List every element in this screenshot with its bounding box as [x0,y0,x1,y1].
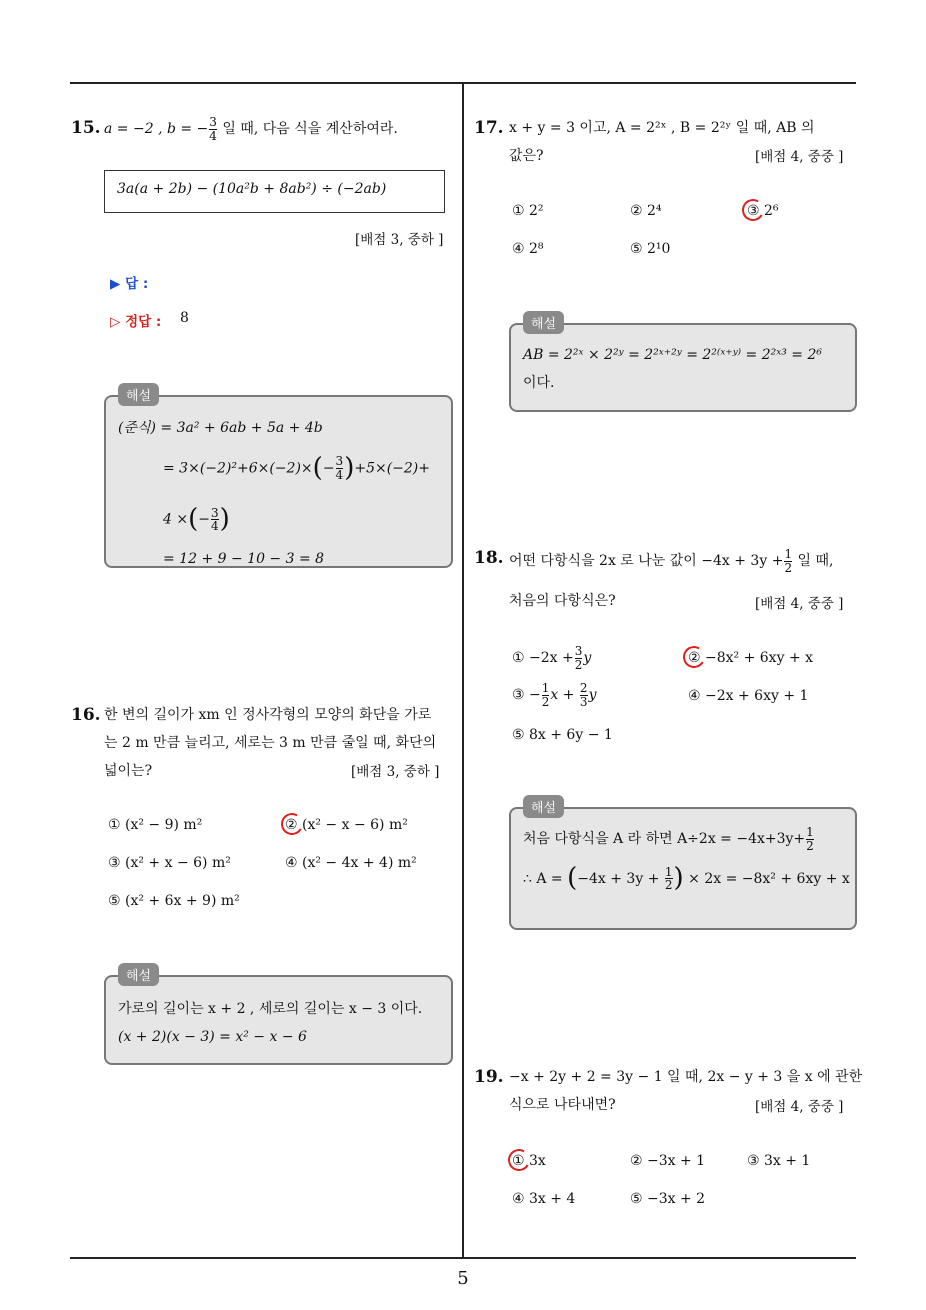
q18-option-1[interactable]: ① −2x + $\frac{3}{2}$ y [512,644,592,672]
q15-answer-label: ▶ 답 : [110,276,149,292]
q16-option-5[interactable]: ⑤ (x² + 6x + 9) m² [108,893,240,909]
q18-solution: 처음 다항식을 A 라 하면 A÷2x = −4x+3y+ $\frac{1}{2}$ ∴ A = (−4x + 3y + $\frac{1}{2}$ ) × 2x = −8x² + 6xy + x [523,825,850,894]
q19-option-1[interactable]: ① 3x [512,1153,546,1169]
q15-points: [배점 3, 중하 ] [355,232,444,248]
q17-number: 17. [474,118,504,138]
q15-expression-box [104,170,445,213]
fraction: $\frac{3}{4}$ [209,115,217,143]
q16-option-4[interactable]: ④ (x² − 4x + 4) m² [285,855,417,871]
q15-number: 15. [71,118,101,138]
q15-expression: 3a(a + 2b) − (10a²b + 8ab²) ÷ (−2ab) [117,181,387,197]
q17-question: x + y = 3 이고, A = 2²ˣ , B = 2²ʸ 일 때, AB 의 값은? [509,120,815,164]
q19-option-3[interactable]: ③ 3x + 1 [747,1153,811,1169]
q16-number: 16. [71,705,101,725]
q18-solution-tag: 해설 [523,795,564,818]
q19-points: [배점 4, 중중 ] [755,1099,844,1115]
q16-points: [배점 3, 중하 ] [351,764,440,780]
q18-points: [배점 4, 중중 ] [755,596,844,612]
q17-option-3[interactable]: ③ 2⁶ [747,203,779,219]
q18-option-4[interactable]: ④ −2x + 6xy + 1 [688,688,809,704]
q18-option-3[interactable]: ③ − $\frac{1}{2}$ x + $\frac{2}{3}$ y [512,681,597,709]
q17-option-5[interactable]: ⑤ 2¹0 [630,241,671,257]
q18-option-2[interactable]: ② −8x² + 6xy + x [688,650,814,666]
q19-option-4[interactable]: ④ 3x + 4 [512,1191,576,1207]
q16-answer-mark [279,811,306,838]
q17-option-4[interactable]: ④ 2⁸ [512,241,544,257]
q16-option-3[interactable]: ③ (x² + x − 6) m² [108,855,231,871]
q17-points: [배점 4, 중중 ] [755,149,844,165]
q18-answer-mark [681,644,708,671]
q16-solution: 가로의 길이는 x + 2 , 세로의 길이는 x − 3 이다. (x + 2)(x − 3) = x² − x − 6 [118,1001,423,1045]
q18-question-line2: 처음의 다항식은? [509,593,616,609]
q15-correct-value: 8 [180,310,189,326]
column-divider [462,83,464,1258]
q18-number: 18. [474,548,504,568]
q17-option-1[interactable]: ① 2² [512,203,544,219]
q17-solution: AB = 2²ˣ × 2²ʸ = 2²ˣ⁺²ʸ = 2²⁽ˣ⁺ʸ⁾ = 2²ˣ³ = 2⁶ 이다. [523,347,822,391]
q18-question: 어떤 다항식을 2x 로 나눈 값이 −4x + 3y + $\frac{1}{2}$ 일 때, [509,547,834,575]
q19-answer-mark [506,1147,533,1174]
q16-option-1[interactable]: ① (x² − 9) m² [108,817,203,833]
q17-answer-mark [740,197,767,224]
q15-solution: (준식) = 3a² + 6ab + 5a + 4b = 3×(−2)²+6×(−2)×(− $\frac{3}{4}$ )+5×(−2)+ 4 ×(− $\frac{3}{4}$ ) = 12 + 9 − 10 − 3 = 8 [118,420,431,568]
page-number: 5 [457,1268,469,1289]
q18-option-5[interactable]: ⑤ 8x + 6y − 1 [512,727,613,743]
q19-question: −x + 2y + 2 = 3y − 1 일 때, 2x − y + 3 을 x 에 관한 식으로 나타내면? [509,1069,863,1113]
q17-option-2[interactable]: ② 2⁴ [630,203,662,219]
q19-option-2[interactable]: ② −3x + 1 [630,1153,706,1169]
q15-question: a = −2 , b = − $\frac{3}{4}$ 일 때, 다음 식을 계산하여라. [104,115,398,143]
q17-solution-tag: 해설 [523,311,564,334]
q19-number: 19. [474,1067,504,1087]
q15-correct-label: ▷ 정답 : [110,314,162,330]
q16-solution-tag: 해설 [118,963,159,986]
q16-option-2[interactable]: ② (x² − x − 6) m² [285,817,408,833]
q19-option-5[interactable]: ⑤ −3x + 2 [630,1191,706,1207]
q16-question: 한 변의 길이가 xm 인 정사각형의 모양의 화단을 가로 는 2 m 만큼 늘리고, 세로는 3 m 만큼 줄일 때, 화단의 넓이는? [104,707,437,779]
q15-solution-tag: 해설 [118,383,159,406]
